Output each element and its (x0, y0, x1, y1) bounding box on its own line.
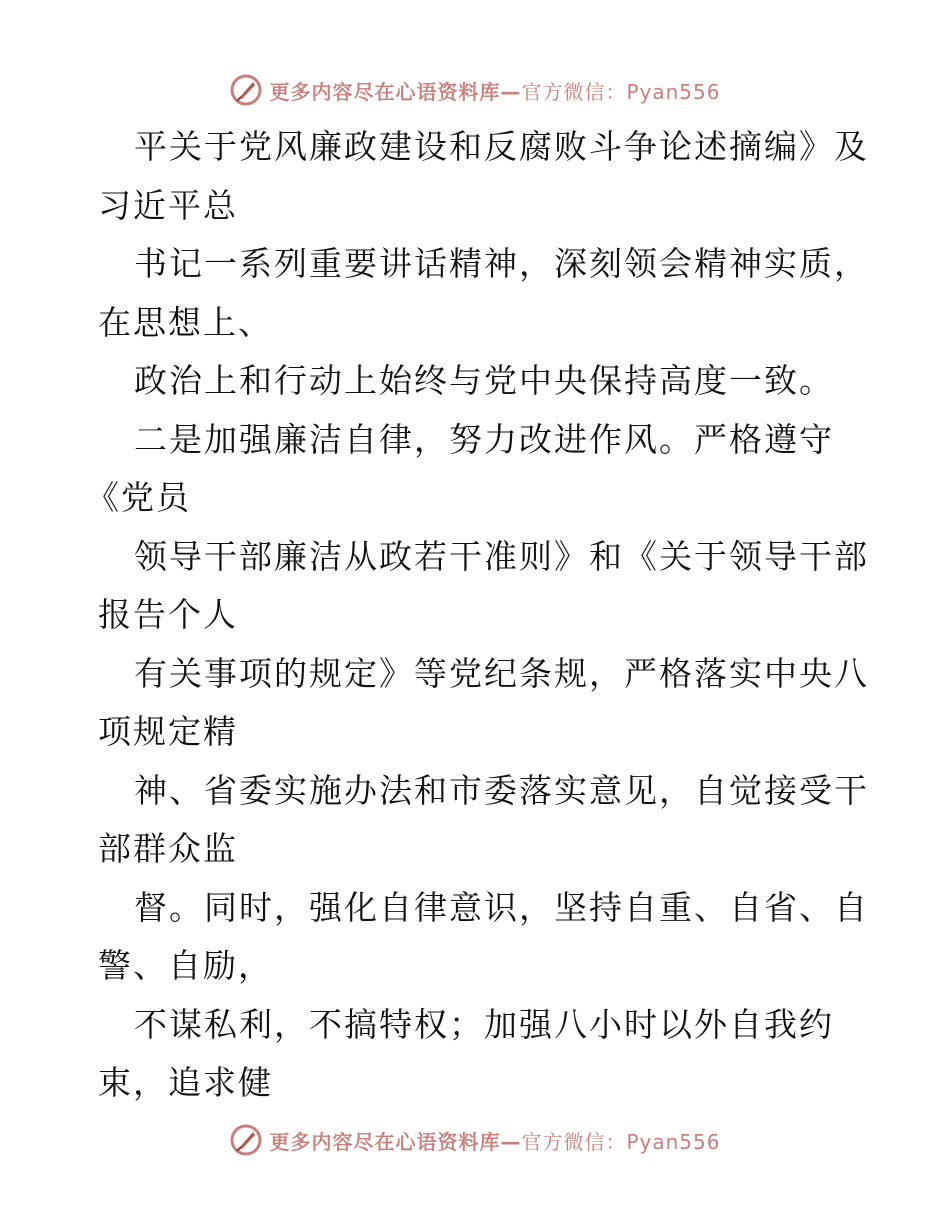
body-line-1: 平关于党风廉政建设和反腐败斗争论述摘编》及 (134, 127, 869, 166)
quill-logo-icon (229, 73, 263, 107)
header-brand-text (269, 76, 720, 105)
header-brand: 更多内容尽在心语资料库 (269, 79, 501, 104)
footer-brand: 更多内容尽在心语资料库 (269, 1129, 501, 1154)
body-line-12: 神、省委实施办法和市委落实意见，自觉接受干 (134, 770, 869, 810)
header-separator: — (500, 79, 522, 104)
body-line-8: 领导干部廉洁从政若干准则》和《关于领导干部 (134, 536, 869, 576)
footer-contact: 官方微信：Pyan556 (521, 1129, 721, 1154)
body-line-15: 警、自励， (98, 946, 273, 985)
body-line-5: 政治上和行动上始终与党中央保持高度一致。 (134, 361, 834, 400)
header-contact: 官方微信：Pyan556 (521, 79, 721, 104)
footer-watermark (0, 1120, 950, 1160)
body-line-14: 督。同时，强化自律意识，坚持自重、自省、自 (134, 887, 869, 927)
body-line-10: 有关事项的规定》等党纪条规，严格落实中央八 (134, 653, 869, 693)
body-line-9: 报告个人 (98, 595, 238, 634)
body-line-7: 《党员 (86, 478, 191, 517)
document-body (86, 118, 869, 1113)
footer-brand-text (269, 1126, 720, 1155)
footer-separator: — (500, 1129, 522, 1154)
header-watermark (0, 70, 950, 110)
body-line-16: 不谋私利，不搞特权；加强八小时以外自我约 (134, 1004, 834, 1044)
body-line-13: 部群众监 (98, 829, 238, 868)
body-line-4: 在思想上、 (98, 302, 273, 342)
body-line-11: 项规定精 (98, 712, 238, 751)
body-line-17: 束，追求健 (98, 1063, 273, 1102)
quill-logo-icon (229, 1123, 263, 1157)
body-line-3: 书记一系列重要讲话精神，深刻领会精神实质， (134, 244, 869, 283)
body-line-2: 习近平总 (98, 185, 238, 225)
body-line-6: 二是加强廉洁自律，努力改进作风。严格遵守 (134, 419, 834, 459)
